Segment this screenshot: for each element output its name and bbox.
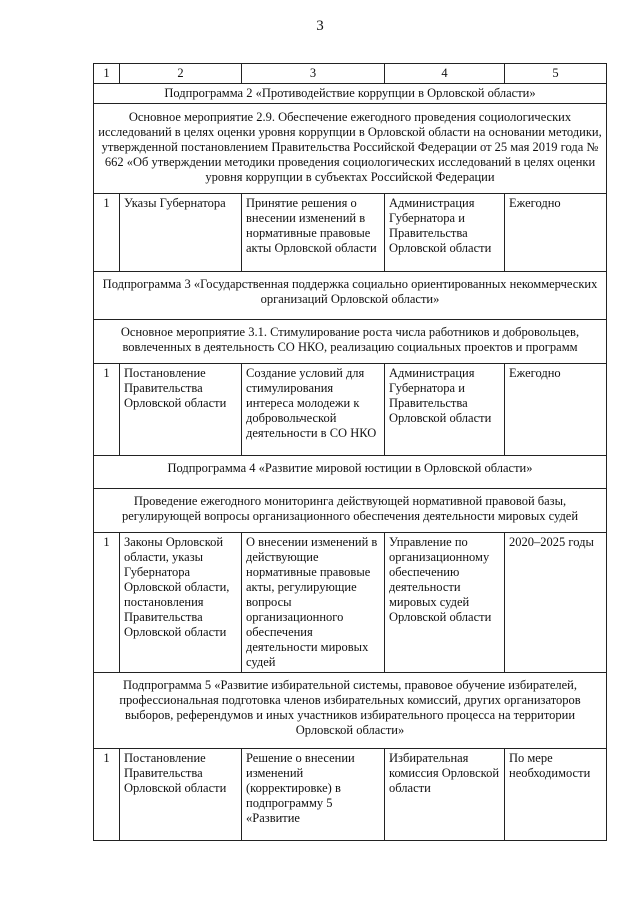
row-executor: Администрация Губернатора и Правительства Орловской области: [385, 194, 505, 272]
row-act-type: Постановление Правительства Орловской области: [120, 749, 242, 841]
header-col-2: 2: [120, 64, 242, 84]
subprogram-title: Подпрограмма 4 «Развитие мировой юстиции в Орловской области»: [94, 456, 607, 489]
subprogram-row: [94, 456, 607, 489]
measures-table: [93, 63, 607, 841]
subprogram-row: [94, 272, 607, 320]
row-deadline: Ежегодно: [505, 364, 607, 456]
row-number: 1: [94, 533, 120, 673]
measure-title: Основное мероприятие 2.9. Обеспечение ежегодного проведения социологических исследований в целях оценки уровня коррупции в Орловской области на основании методики, утвержденной постановлением Правительства Российской Федерации от 25 мая 2019 года № 662 «Об утверждении методики проведения социологических исследований в целях оценки уровня коррупции в субъектах Российской Федерации: [94, 104, 607, 194]
measure-row: [94, 104, 607, 194]
page-number: 3: [316, 18, 324, 34]
row-number: 1: [94, 194, 120, 272]
subprogram-row: [94, 84, 607, 104]
table-row: [94, 194, 607, 272]
header-col-3: 3: [242, 64, 385, 84]
subprogram-title: Подпрограмма 5 «Развитие избирательной системы, правовое обучение избирателей, профессиональная подготовка членов избирательных комиссий, других организаторов выборов, референдумов и иных участников избирательного процесса на территории Орловской области»: [94, 673, 607, 749]
row-deadline: По мере необходимости: [505, 749, 607, 841]
row-number: 1: [94, 364, 120, 456]
row-content: Решение о внесении изменений (корректировке) в подпрограмму 5 «Развитие: [242, 749, 385, 841]
row-deadline: 2020–2025 годы: [505, 533, 607, 673]
row-act-type: Законы Орловской области, указы Губернатора Орловской области, постановления Правительства Орловской области: [120, 533, 242, 673]
header-col-5: 5: [505, 64, 607, 84]
row-act-type: Постановление Правительства Орловской области: [120, 364, 242, 456]
subprogram-row: [94, 673, 607, 749]
measure-title: Основное мероприятие 3.1. Стимулирование роста числа работников и добровольцев, вовлеченных в деятельность СО НКО, реализацию социальных проектов и программ: [94, 320, 607, 364]
table-row: [94, 533, 607, 673]
row-executor: Управление по организационному обеспечению деятельности мировых судей Орловской области: [385, 533, 505, 673]
row-content: Создание условий для стимулирования интереса молодежи к добровольческой деятельности в СО НКО: [242, 364, 385, 456]
measure-title: Проведение ежегодного мониторинга действующей нормативной правовой базы, регулирующей вопросы организационного обеспечения деятельности мировых судей: [94, 489, 607, 533]
measure-row: [94, 489, 607, 533]
row-act-type: Указы Губернатора: [120, 194, 242, 272]
table-row: [94, 364, 607, 456]
subprogram-title: Подпрограмма 3 «Государственная поддержка социально ориентированных некоммерческих организаций Орловской области»: [94, 272, 607, 320]
header-col-4: 4: [385, 64, 505, 84]
row-executor: Избирательная комиссия Орловской области: [385, 749, 505, 841]
measure-row: [94, 320, 607, 364]
row-executor: Администрация Губернатора и Правительства Орловской области: [385, 364, 505, 456]
row-number: 1: [94, 749, 120, 841]
table-row: [94, 749, 607, 841]
table-header-row: [94, 64, 607, 84]
subprogram-title: Подпрограмма 2 «Противодействие коррупции в Орловской области»: [94, 84, 607, 104]
row-content: Принятие решения о внесении изменений в нормативные правовые акты Орловской области: [242, 194, 385, 272]
row-content: О внесении изменений в действующие нормативные правовые акты, регулирующие вопросы организационного обеспечения деятельности мировых судей: [242, 533, 385, 673]
row-deadline: Ежегодно: [505, 194, 607, 272]
header-col-1: 1: [94, 64, 120, 84]
